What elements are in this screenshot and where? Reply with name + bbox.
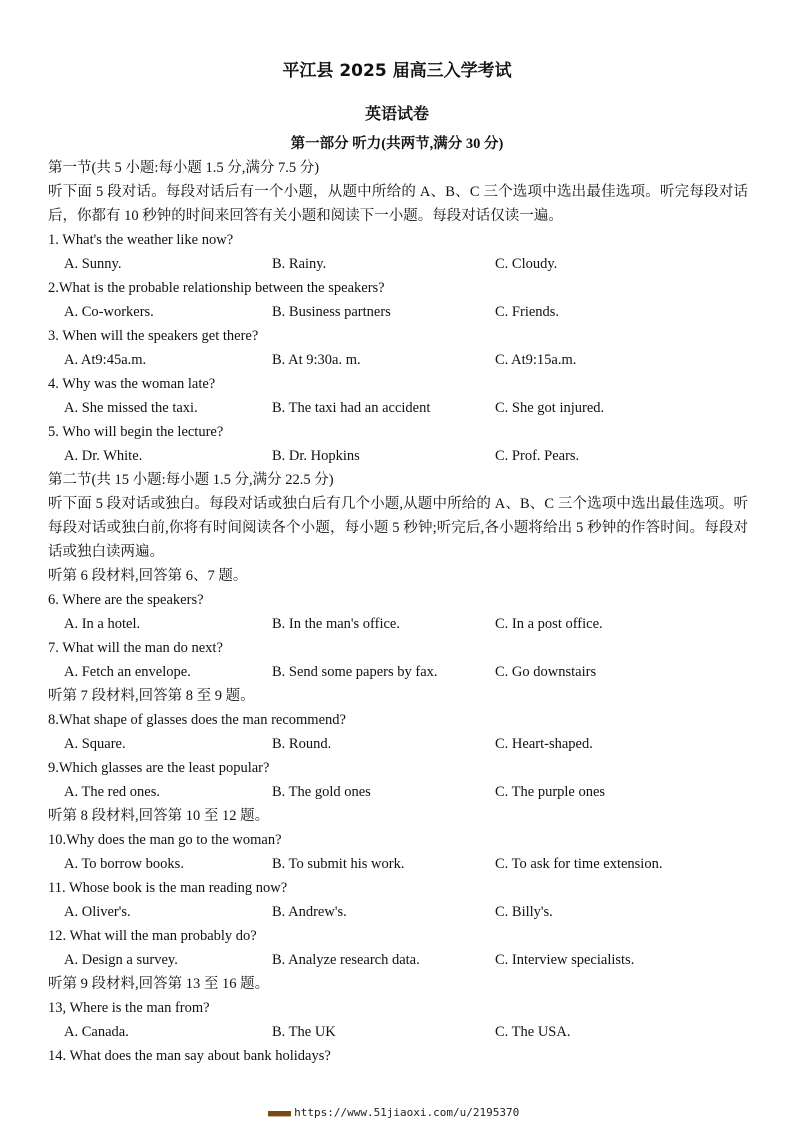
question (48, 828, 748, 876)
material-label: 听第 9 段材料,回答第 13 至 16 题。 (48, 976, 270, 992)
question (48, 708, 748, 756)
option-b: B. Round. (272, 736, 332, 752)
option-c: C. The USA. (495, 1024, 571, 1040)
exam-content (48, 156, 748, 1068)
option-c: C. Interview specialists. (495, 952, 635, 968)
option-b: B. Send some papers by fax. (272, 664, 438, 680)
question-stem: 5. Who will begin the lecture? (48, 424, 224, 440)
option-b: B. Business partners (272, 304, 391, 320)
option-b: B. The taxi had an accident (272, 400, 431, 416)
option-b: B. Andrew's. (272, 904, 347, 920)
section-heading: 第一节(共 5 小题:每小题 1.5 分,满分 7.5 分) (48, 160, 320, 176)
question-stem: 8.What shape of glasses does the man recommend? (48, 712, 346, 728)
question (48, 1044, 748, 1068)
option-c: C. Friends. (495, 304, 560, 320)
option-a: A. At9:45a.m. (64, 352, 147, 368)
option-a: A. Dr. White. (64, 448, 143, 464)
material-list (48, 564, 748, 1068)
answer-options (48, 780, 748, 804)
option-a: A. The red ones. (64, 784, 160, 800)
watermark-url: https://www.51jiaoxi.com/u/2195370 (294, 1106, 520, 1119)
material-label: 听第 8 段材料,回答第 10 至 12 题。 (48, 808, 270, 824)
option-a: A. To borrow books. (64, 856, 184, 872)
question-list (48, 228, 748, 468)
question (48, 756, 748, 804)
question (48, 324, 748, 372)
answer-options (48, 900, 748, 924)
question-stem: 12. What will the man probably do? (48, 928, 257, 944)
option-c: C. At9:15a.m. (495, 352, 577, 368)
part-title: 第一部分 听力(共两节,满分 30 分) (290, 136, 504, 152)
section-instructions: 听下面 5 段对话。每段对话后有一个小题，从题中所给的 A、B、C 三个选项中选出最佳选项。听完每段对话后，你都有 10 秒钟的时间来回答有关小题和阅读下一小题。每段对话仅读一遍。 (48, 184, 748, 224)
option-b: B. To submit his work. (272, 856, 405, 872)
question (48, 876, 748, 924)
option-b: B. Rainy. (272, 256, 327, 272)
question-stem: 14. What does the man say about bank holidays? (48, 1048, 331, 1064)
option-a: A. Square. (64, 736, 126, 752)
question-stem: 7. What will the man do next? (48, 640, 223, 656)
question-stem: 11. Whose book is the man reading now? (48, 880, 288, 896)
option-c: C. Go downstairs (495, 664, 597, 680)
watermark-footer (268, 1106, 519, 1121)
question (48, 996, 748, 1044)
answer-options (48, 300, 748, 324)
section-heading: 第二节(共 15 小题:每小题 1.5 分,满分 22.5 分) (48, 472, 334, 488)
question (48, 372, 748, 420)
option-a: A. She missed the taxi. (64, 400, 198, 416)
option-a: A. Design a survey. (64, 952, 178, 968)
answer-options (48, 444, 748, 468)
question-stem: 10.Why does the man go to the woman? (48, 832, 282, 848)
exam-subject: 英语试卷 (364, 104, 429, 123)
option-c: C. In a post office. (495, 616, 603, 632)
question (48, 420, 748, 468)
option-a: A. Sunny. (64, 256, 122, 272)
option-b: B. Analyze research data. (272, 952, 420, 968)
option-c: C. Cloudy. (495, 256, 558, 272)
answer-options (48, 612, 748, 636)
question-stem: 6. Where are the speakers? (48, 592, 204, 608)
option-b: B. The UK (272, 1024, 336, 1040)
option-a: A. Canada. (64, 1024, 129, 1040)
question-stem: 13, Where is the man from? (48, 1000, 210, 1016)
answer-options (48, 348, 748, 372)
exam-title: 平江县 2025 届高三入学考试 (282, 61, 512, 81)
option-c: C. Billy's. (495, 904, 553, 920)
material-label: 听第 6 段材料,回答第 6、7 题。 (48, 568, 248, 584)
question (48, 588, 748, 636)
option-c: C. To ask for time extension. (495, 856, 663, 872)
option-b: B. The gold ones (272, 784, 371, 800)
option-c: C. Heart-shaped. (495, 736, 593, 752)
option-a: A. Fetch an envelope. (64, 664, 191, 680)
question (48, 924, 748, 972)
question (48, 276, 748, 324)
option-c: C. She got injured. (495, 400, 605, 416)
option-a: A. In a hotel. (64, 616, 141, 632)
answer-options (48, 732, 748, 756)
option-c: C. Prof. Pears. (495, 448, 580, 464)
option-b: B. Dr. Hopkins (272, 448, 360, 464)
answer-options (48, 660, 748, 684)
watermark-logo-icon: ■■■■■ (268, 1109, 291, 1119)
answer-options (48, 948, 748, 972)
question-stem: 3. When will the speakers get there? (48, 328, 259, 344)
question-stem: 9.Which glasses are the least popular? (48, 760, 270, 776)
material-label: 听第 7 段材料,回答第 8 至 9 题。 (48, 688, 255, 704)
answer-options (48, 252, 748, 276)
question-stem: 4. Why was the woman late? (48, 376, 216, 392)
question (48, 228, 748, 276)
question-stem: 2.What is the probable relationship between the speakers? (48, 280, 385, 296)
answer-options (48, 396, 748, 420)
option-c: C. The purple ones (495, 784, 606, 800)
option-a: A. Oliver's. (64, 904, 131, 920)
option-a: A. Co-workers. (64, 304, 154, 320)
answer-options (48, 1020, 748, 1044)
question (48, 636, 748, 684)
question-stem: 1. What's the weather like now? (48, 232, 234, 248)
answer-options (48, 852, 748, 876)
option-b: B. At 9:30a. m. (272, 352, 361, 368)
section-instructions: 听下面 5 段对话或独白。每段对话或独白后有几个小题,从题中所给的 A、B、C 三个选项中选出最佳选项。听每段对话或独白前,你将有时间阅读各个小题，每小题 5 秒钟;听完后,各小题将给出 5 秒钟的作答时间。每段对话或独白读两遍。 (48, 496, 748, 560)
option-b: B. In the man's office. (272, 616, 400, 632)
